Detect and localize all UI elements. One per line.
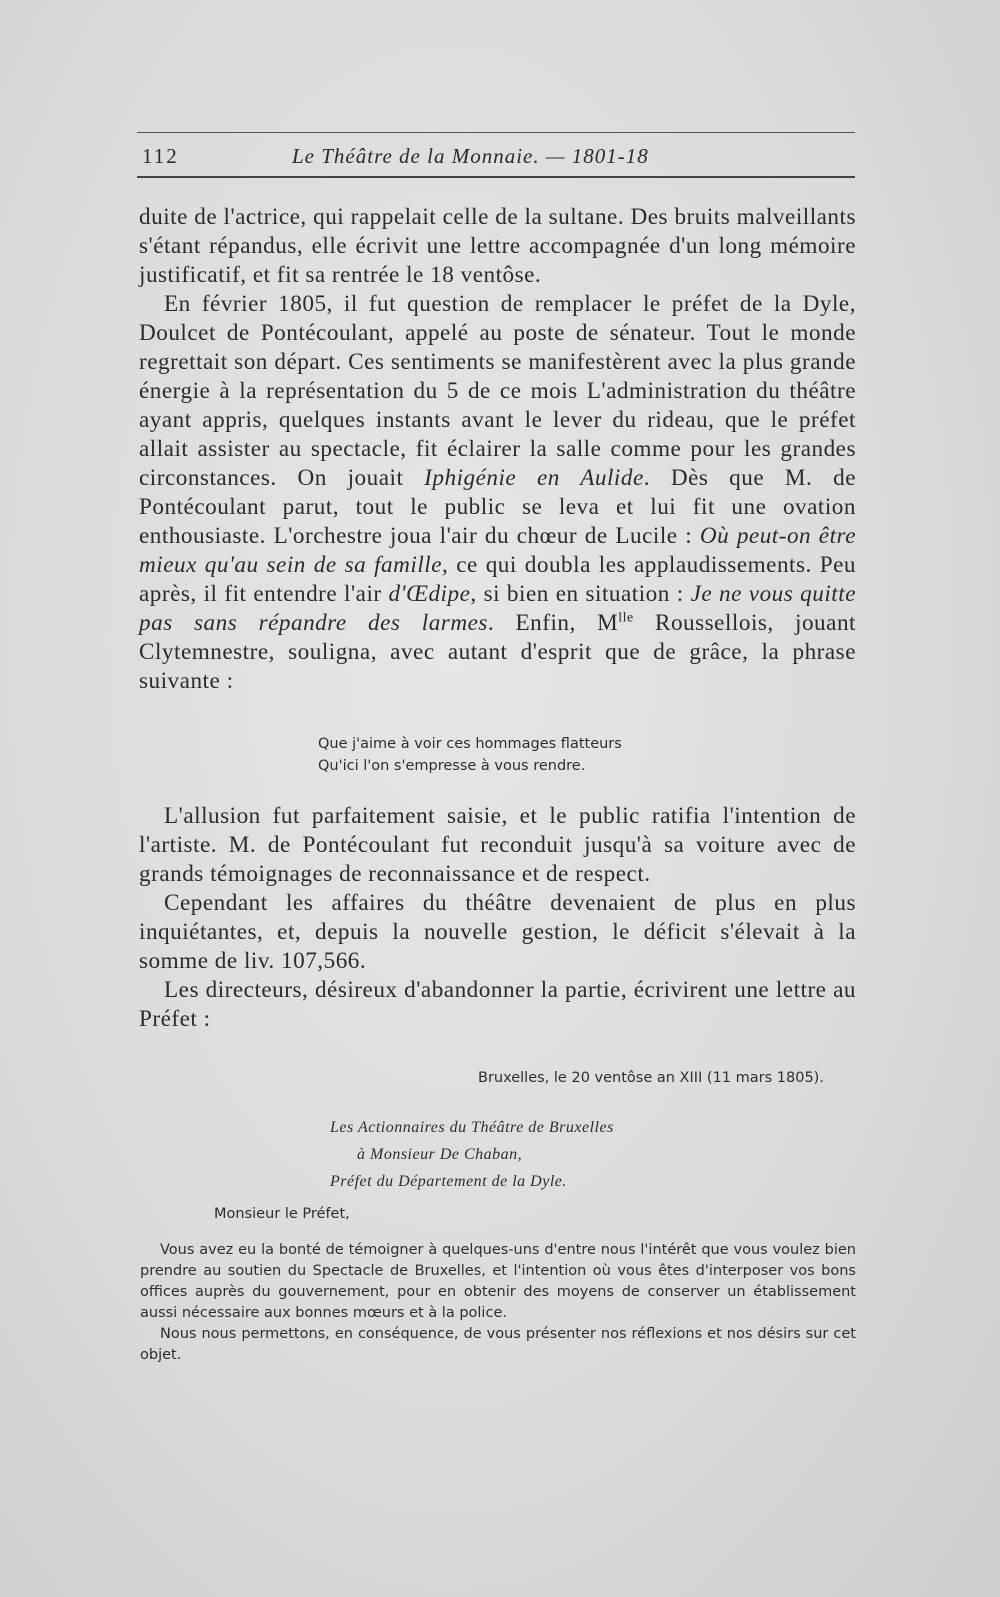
header-bottom-rule: [137, 176, 855, 178]
paragraph-2-text-c: , ce qui doubla les applaudissements. Peu après, il fit entendre l'air: [139, 552, 857, 607]
paragraph-5: Les directeurs, désireux d'abandonner la partie, écrivirent une lettre au Préfet :: [139, 977, 856, 1032]
letter-paragraph-2: Nous nous permettons, en conséquence, de vous présenter nos réflexions et nos désirs sur cet objet.: [140, 1326, 856, 1363]
page-number: 112: [142, 144, 179, 168]
air-title-3: Je ne vous quitte pas sans répandre des larmes: [139, 581, 856, 636]
running-header: [142, 144, 702, 174]
verse-line-1: Que j'aime à voir ces hommages flatteurs: [318, 736, 622, 752]
main-text-block-1: [139, 203, 856, 696]
letter-date: Bruxelles, le 20 ventôse an XIII (11 mars 1805).: [478, 1070, 824, 1086]
air-title-1: Où peut-on être mieux qu'au sein de sa famille: [139, 523, 856, 578]
letter-salutation: Monsieur le Préfet,: [214, 1206, 350, 1222]
paragraph-2-text-f: Roussellois, jouant Clytemnestre, souligna, avec autant d'esprit que de grâce, la phrase suivante :: [139, 610, 856, 694]
paragraph-4: Cependant les affaires du théâtre devenaient de plus en plus inquiétantes, et, depuis la nouvelle gestion, le déficit s'élevait à la somme de liv. 107,566.: [139, 890, 856, 974]
address-line-2: à Monsieur De Chaban,: [357, 1146, 523, 1163]
running-title: Le Théâtre de la Monnaie. — 1801-18: [292, 144, 649, 168]
paragraph-2: [139, 290, 856, 696]
air-title-2: d'Œdipe: [388, 581, 471, 607]
paragraph-1: duite de l'actrice, qui rappelait celle de la sultane. Des bruits malveillants s'étant répandus, elle écrivit une lettre accompagnée d'un long mémoire justificatif, et fit sa rentrée le 18 ventôse.: [139, 204, 856, 288]
address-line-3: Préfet du Département de la Dyle.: [330, 1173, 567, 1190]
paragraph-2-text-b: . Dès que M. de Pontécoulant parut, tout le public se leva et lui fit une ovation enthousiaste. L'orchestre joua l'air du chœur de Lucile :: [139, 465, 856, 549]
letter-body: [140, 1240, 856, 1366]
play-title: Iphigénie en Aulide: [424, 465, 644, 491]
paragraph-2-text-a: En février 1805, il fut question de remplacer le préfet de la Dyle, Doulcet de Pontécoulant, appelé au poste de sénateur. Tout le monde regrettait son départ. Ces sentiments se manifestèrent avec la plus grande énergie à la représentation du 5 de ce mois L'administration du théâtre ayant appris, quelques instants avant le lever du rideau, que le préfet allait assister au spectacle, fit éclairer la salle comme pour les grandes circonstances. On jouait: [139, 291, 856, 491]
verse-line-2: Qu'ici l'on s'empresse à vous rendre.: [318, 758, 586, 774]
letter-paragraph-1: Vous avez eu la bonté de témoigner à quelques-uns d'entre nous l'intérêt que vous voulez bien prendre au soutien du Spectacle de Bruxelles, et l'intention où vous êtes d'interposer vos bons offices auprès du gouvernement, pour en obtenir des moyens de conserver un établissement aussi nécessaire aux bonnes mœurs et à la police.: [140, 1242, 856, 1321]
paragraph-2-text-d: , si bien en situation :: [470, 581, 691, 607]
address-line-1: Les Actionnaires du Théâtre de Bruxelles: [330, 1119, 614, 1136]
quoted-verse: [318, 733, 622, 777]
main-text-block-2: [139, 802, 856, 1034]
header-top-rule: [137, 132, 855, 133]
title-superscript: lle: [618, 610, 634, 626]
paragraph-2-text-e: . Enfin, M: [487, 610, 619, 636]
paragraph-3: L'allusion fut parfaitement saisie, et le public ratifia l'intention de l'artiste. M. de Pontécoulant fut reconduit jusqu'à sa voiture avec de grands témoignages de reconnaissance et de respect.: [139, 803, 856, 887]
letter-address: [330, 1114, 614, 1195]
